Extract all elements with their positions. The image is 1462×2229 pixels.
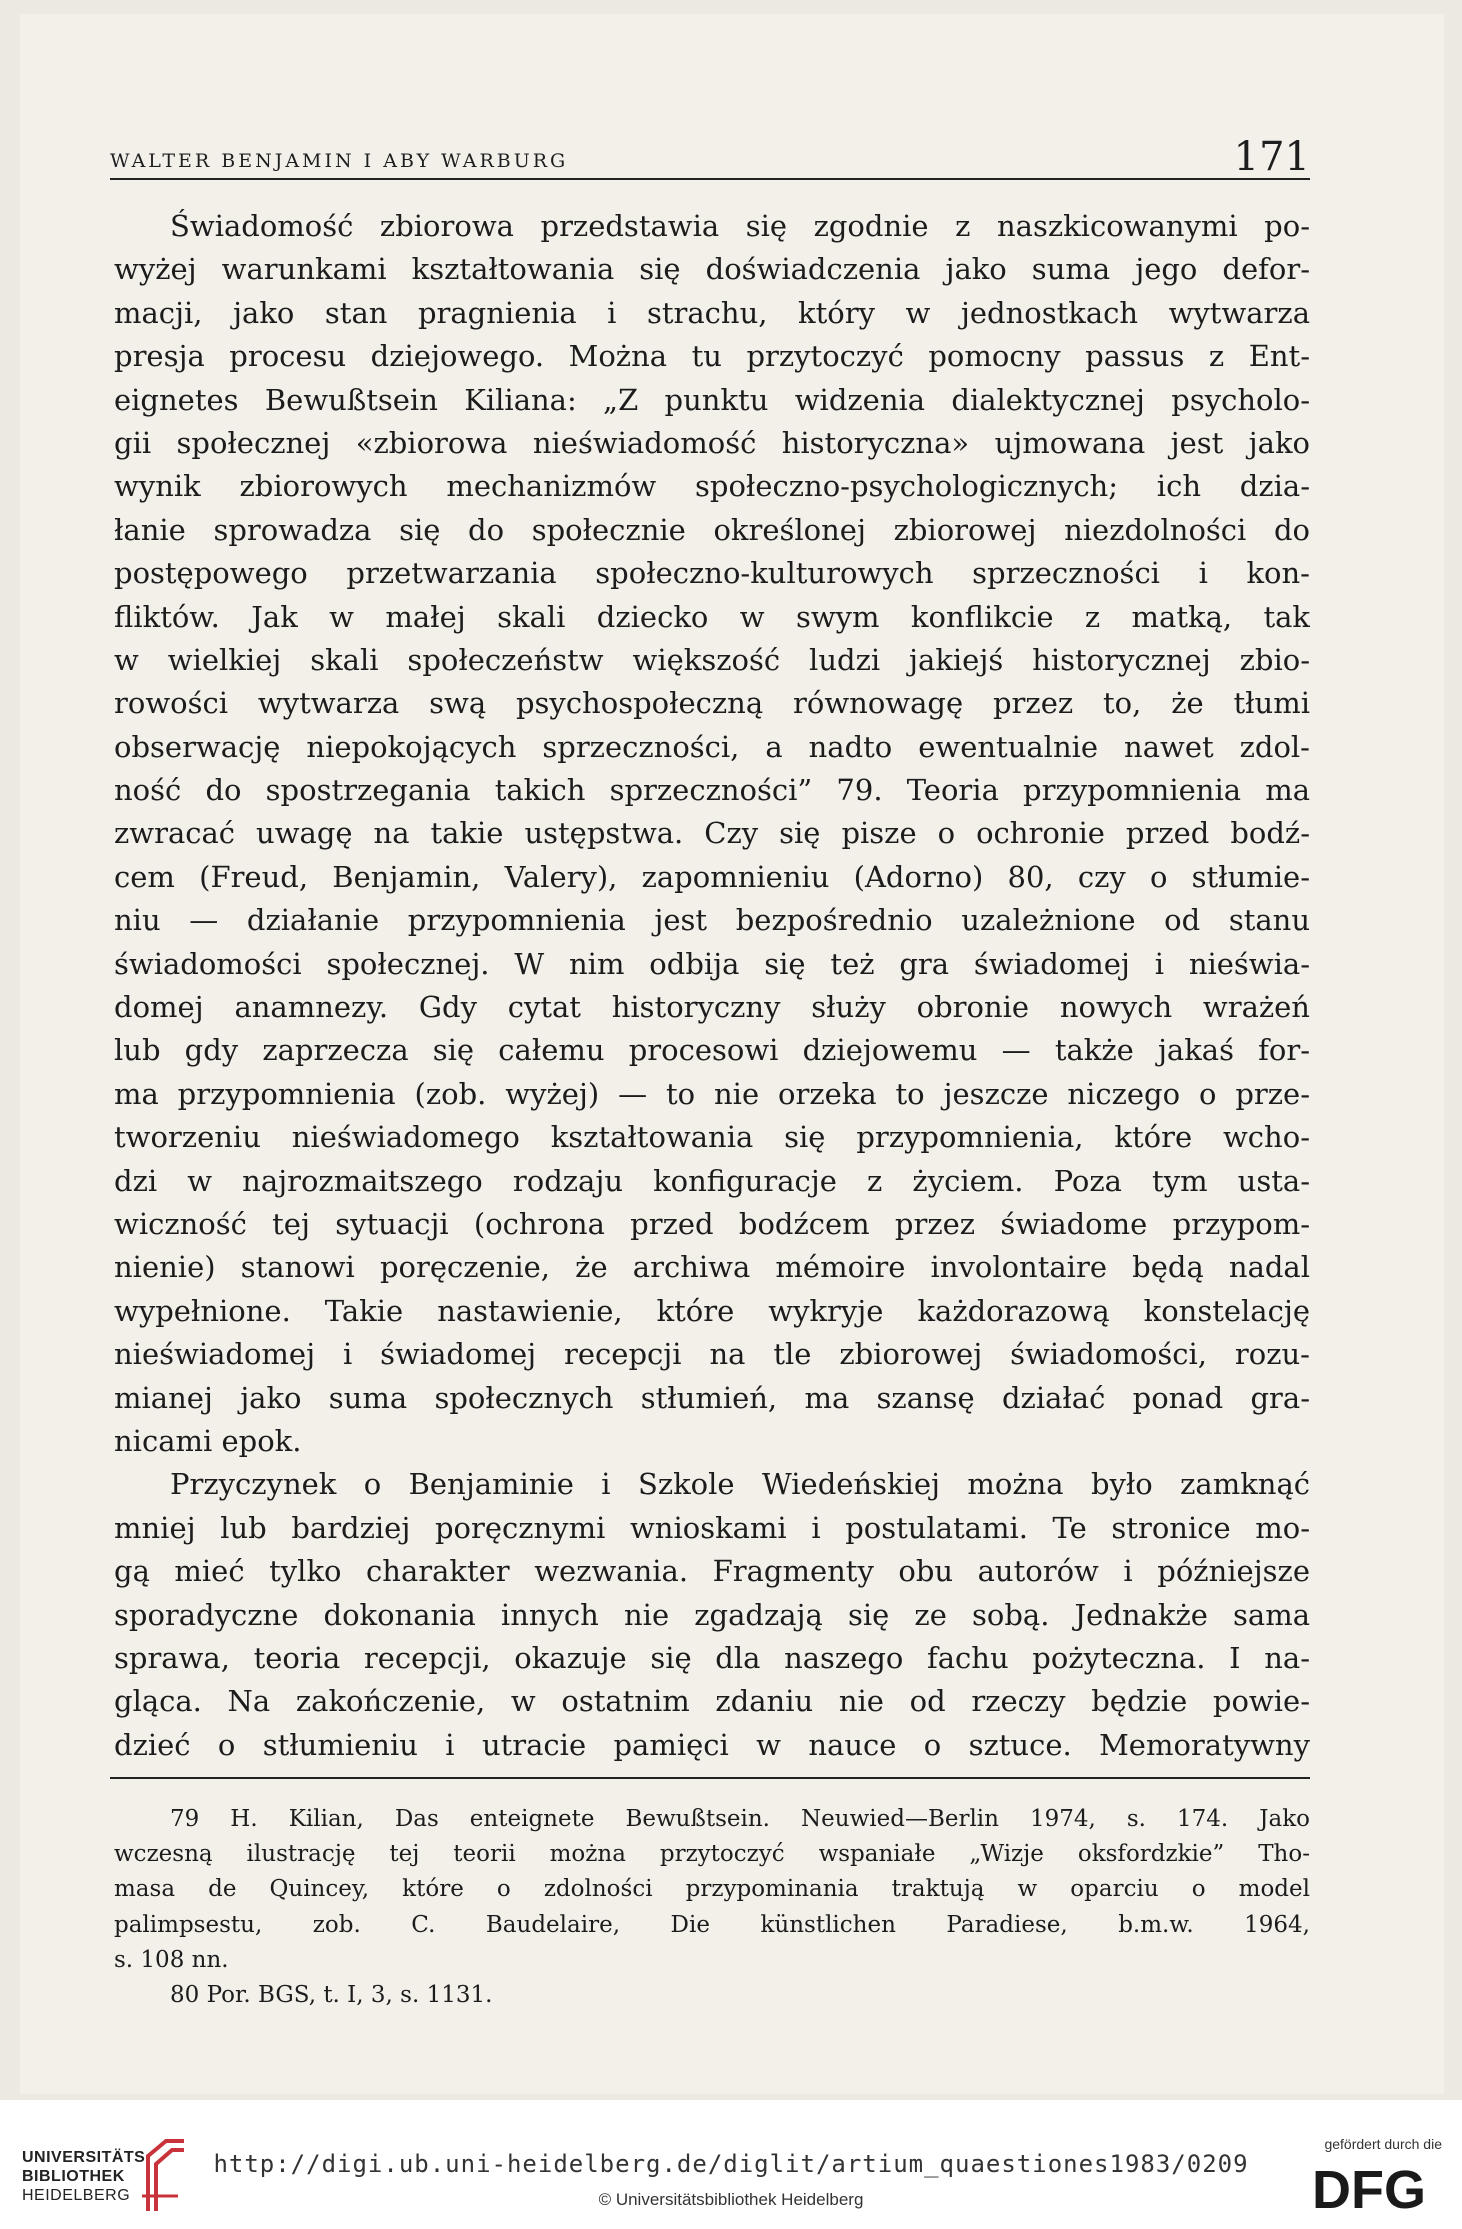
text-line: wiczność tej sytuacji (ochrona przed bodźcem przez świadome przypom- [114, 1206, 1310, 1241]
text-line: postępowego przetwarzania społeczno-kulturowych sprzeczności i kon- [114, 556, 1310, 591]
running-head: WALTER BENJAMIN I ABY WARBURG [110, 150, 569, 172]
text-line: gą mieć tylko charakter wezwania. Fragmenty obu autorów i późniejsze [114, 1554, 1310, 1589]
footnote-line: 79 H. Kilian, Das enteignete Bewußtsein. Neuwied—Berlin 1974, s. 174. Jako [170, 1806, 1310, 1832]
body-text [114, 205, 1310, 1767]
dfg-logo-icon [1310, 2160, 1440, 2216]
library-name-line: HEIDELBERG [22, 2187, 131, 2204]
text-line: eignetes Bewußtsein Kiliana: „Z punktu widzenia dialektycznej psycholo- [114, 382, 1310, 417]
text-line: lub gdy zaprzecza się całemu procesowi dziejowemu — także jakaś for- [114, 1033, 1310, 1068]
text-line: rowości wytwarza swą psychospołeczną równowagę przez to, że tłumi [114, 686, 1310, 721]
text-line: dzieć o stłumieniu i utracie pamięci w nauce o sztuce. Memoratywny [114, 1727, 1310, 1762]
text-line: sprawa, teoria recepcji, okazuje się dla naszego fachu pożyteczna. I na- [114, 1640, 1310, 1675]
text-line: presja procesu dziejowego. Można tu przytoczyć pomocny passus z Ent- [114, 339, 1310, 374]
text-line: sporadyczne dokonania innych nie zgadzają się ze sobą. Jednakże sama [114, 1597, 1310, 1632]
text-line: zwracać uwagę na takie ustępstwa. Czy się pisze o ochronie przed bodź- [114, 816, 1310, 851]
copyright-notice: © Universitätsbibliothek Heidelberg [598, 2190, 864, 2209]
text-line: łanie sprowadza się do społecznie określonej zbiorowej niezdolności do [114, 512, 1310, 547]
footnote-line: 80 Por. BGS, t. I, 3, s. 1131. [170, 1981, 493, 2008]
text-line: dzi w najrozmaitszego rodzaju konfiguracje z życiem. Poza tym usta- [114, 1163, 1310, 1198]
text-line: nicami epok. [114, 1423, 302, 1458]
footnotes [114, 1802, 1310, 2013]
text-line: gii społecznej «zbiorowa nieświadomość historyczna» ujmowana jest jako [114, 425, 1310, 460]
text-line: gląca. Na zakończenie, w ostatnim zdaniu nie od rzeczy będzie powie- [114, 1684, 1310, 1719]
text-line: w wielkiej skali społeczeństw większość ludzi jakiejś historycznej zbio- [114, 642, 1310, 677]
text-line: ność do spostrzegania takich sprzeczności” 79. Teoria przypomnienia ma [114, 773, 1310, 808]
text-line: wyżej warunkami kształtowania się doświadczenia jako suma jego defor- [114, 252, 1310, 287]
footnote-line: palimpsestu, zob. C. Baudelaire, Die künstlichen Paradiese, b.m.w. 1964, [114, 1911, 1310, 1938]
page-number: 171 [1233, 134, 1310, 180]
text-line: wynik zbiorowych mechanizmów społeczno-psychologicznych; ich dzia- [114, 469, 1310, 504]
text-line: macji, jako stan pragnienia i strachu, który w jednostkach wytwarza [114, 295, 1310, 330]
text-line: fliktów. Jak w małej skali dziecko w swym konflikcie z matką, tak [114, 599, 1310, 634]
page-header [110, 118, 1310, 180]
footnote-rule [110, 1777, 1310, 1779]
text-line: obserwację niepokojących sprzeczności, a nadto ewentualnie nawet zdol- [114, 729, 1310, 764]
footnote-line: wczesną ilustrację tej teorii można przytoczyć wspaniałe „Wizje oksfordzkie” Tho- [114, 1841, 1310, 1868]
text-line: mniej lub bardziej poręcznymi wnioskami i postulatami. Te stronice mo- [114, 1510, 1310, 1545]
text-line: Przyczynek o Benjaminie i Szkole Wiedeńskiej można było zamknąć [170, 1467, 1310, 1502]
funding-label: gefördert durch die [1324, 2136, 1442, 2152]
footnote-line: masa de Quincey, które o zdolności przypominania traktują w oparciu o model [114, 1876, 1310, 1903]
text-line: tworzeniu nieświadomego kształtowania się przypomnienia, które wcho- [114, 1120, 1310, 1155]
footnote-line: s. 108 nn. [114, 1946, 229, 1973]
text-line: wypełnione. Takie nastawienie, które wykryje każdorazową konstelację [114, 1293, 1310, 1328]
text-line: Świadomość zbiorowa przedstawia się zgodnie z naszkicowanymi po- [170, 209, 1310, 243]
library-name-line: UNIVERSITÄTS- [22, 2149, 152, 2166]
permalink-url[interactable]: http://digi.ub.uni-heidelberg.de/diglit/artium_quaestiones1983/0209 [213, 2150, 1249, 2178]
dfg-logo-text: DFG [1312, 2160, 1426, 2216]
text-line: nienie) stanowi poręczenie, że archiwa mémoire involontaire będą nadal [114, 1250, 1310, 1285]
text-line: nieświadomej i świadomej recepcji na tle zbiorowej świadomości, rozu- [114, 1337, 1310, 1372]
text-line: ma przypomnienia (zob. wyżej) — to nie orzeka to jeszcze niczego o prze- [114, 1076, 1310, 1111]
text-line: mianej jako suma społecznych stłumień, ma szansę działać ponad gra- [114, 1380, 1310, 1415]
text-line: świadomości społecznej. W nim odbija się też gra świadomej i nieświa- [114, 946, 1310, 981]
text-line: cem (Freud, Benjamin, Valery), zapomnieniu (Adorno) 80, czy o stłumie- [114, 859, 1310, 894]
text-line: niu — działanie przypomnienia jest bezpośrednio uzależnione od stanu [114, 903, 1310, 938]
library-name-line: BIBLIOTHEK [22, 2168, 125, 2185]
text-line: domej anamnezy. Gdy cytat historyczny służy obronie nowych wrażeń [114, 990, 1310, 1025]
